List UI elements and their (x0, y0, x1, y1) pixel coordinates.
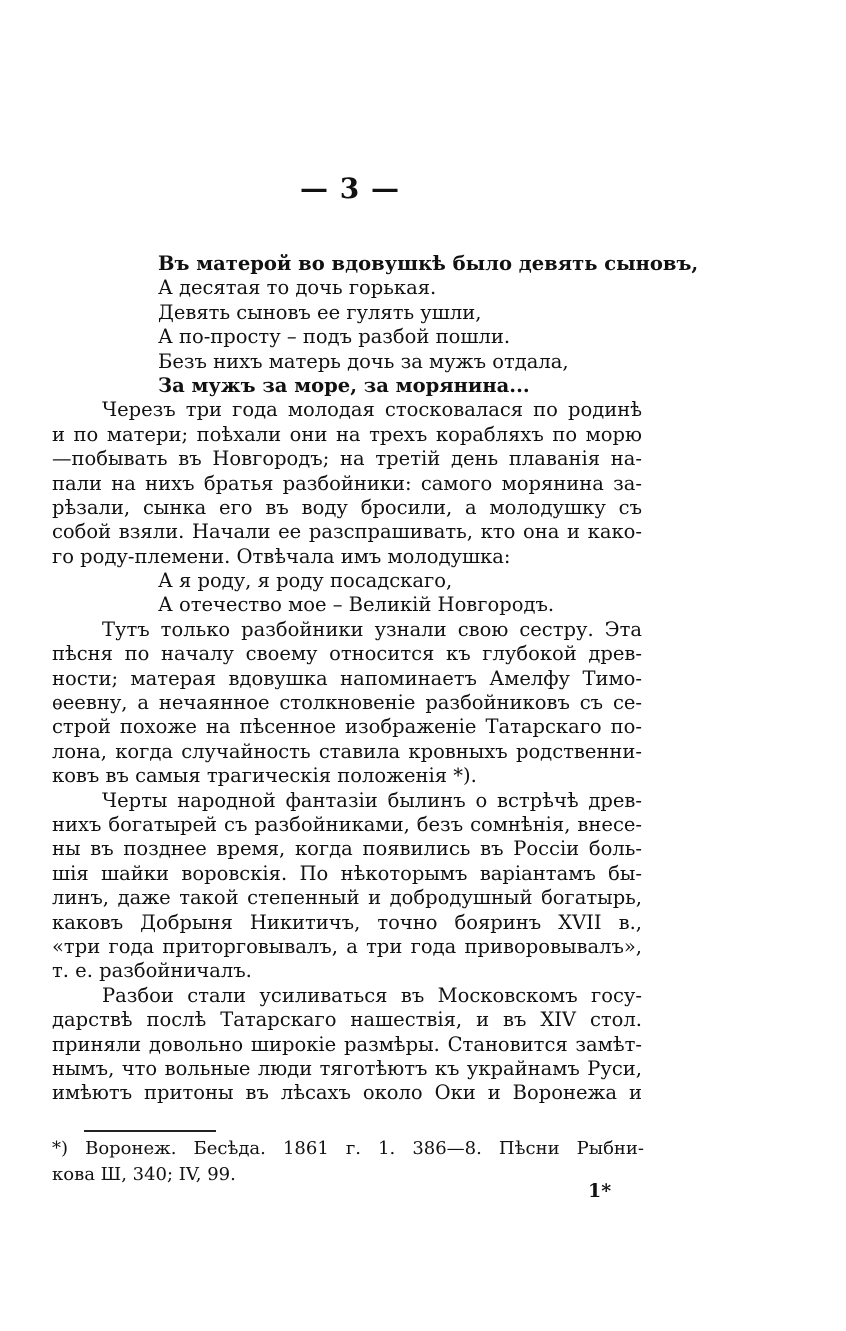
paragraph-line: —побывать въ Новгородъ; на третій день плаванія на- (52, 447, 642, 471)
paragraph-line: «три года приторговывалъ, а три года привoровывалъ», (52, 934, 642, 958)
paragraph-line: приняли довольно широкіе размѣры. Становится замѣт- (52, 1032, 642, 1056)
footnote-line: кова Ш, 340; IV, 99. (52, 1164, 236, 1185)
verse-line: Въ матерой во вдовушкѣ было девять сыновъ, (158, 252, 699, 275)
paragraph-line: ковъ въ самыя трагическія положенія *). (52, 764, 477, 788)
footnote-line: *) Воронеж. Бесѣда. 1861 г. 1. 386—8. Пѣсни Рыбни- (52, 1138, 644, 1159)
verse-line: А десятая то дочь горькая. (158, 276, 437, 300)
paragraph-line: и по матери; поѣхали они на трехъ корабляхъ по морю (52, 422, 642, 446)
paragraph-line: пѣсня по началу своему относится къ глубокой древ- (52, 642, 642, 666)
paragraph-line: рѣзали, сынка его въ воду бросили, а молодушку съ (52, 495, 642, 519)
verse-line: А я роду, я роду посадскаго, (158, 569, 453, 593)
paragraph-line: ны въ позднее время, когда появились въ Россіи боль- (52, 837, 642, 861)
paragraph-line: нымъ, что вольные люди тяготѣютъ къ украйнамъ Руси, (52, 1056, 642, 1080)
verse-line: А отечество мое – Великій Новгородъ. (158, 593, 555, 617)
footnote (52, 1136, 644, 1188)
paragraph-line: шія шайки воровскія. По нѣкоторымъ варіантамъ бы- (52, 861, 642, 885)
paragraph-line: ности; матерая вдовушка напоминаетъ Амелфу Тимо- (52, 666, 642, 690)
footnote-divider (84, 1130, 216, 1132)
paragraph-line: собой взяли. Начали ее разспрашивать, кто она и како- (52, 520, 642, 544)
paragraph-line: линъ, даже такой степенный и добродушный богатырь, (52, 886, 642, 910)
paragraph-line: нихъ богатырей съ разбойниками, безъ сомнѣнія, внесе- (52, 812, 642, 836)
verse-line: Девять сыновъ ее гулять ушли, (158, 300, 482, 324)
paragraph-line: Черезъ три года молодая стосковалася по родинѣ (102, 398, 642, 422)
paragraph-line: ѳеевну, а нечаянное столкновеніе разбойниковъ съ се- (52, 691, 642, 715)
paragraph-line: т. е. разбойничалъ. (52, 959, 252, 983)
paragraph-line: Черты народной фантазіи былинъ о встрѣчѣ древ- (102, 788, 642, 812)
verse-line: А по-просту – подъ разбой пошли. (158, 325, 511, 349)
paragraph-line: каковъ Добрыня Никитичъ, точно бояринъ XVII в., (52, 910, 642, 934)
paragraph-line: Разбои стали усиливаться въ Московскомъ госу- (102, 983, 642, 1007)
body-text (52, 252, 699, 1106)
verse-line: Безъ нихъ матерь дочь за мужъ отдала, (158, 349, 569, 373)
verse-line: За мужъ за море, за морянина... (158, 373, 530, 397)
paragraph-line: Тутъ только разбойники узнали свою сестру. Эта (102, 617, 642, 641)
paragraph-line: лона, когда случайность ставила кровныхъ родственни- (52, 739, 642, 763)
page-number: — 3 — (300, 172, 400, 205)
paragraph-line: дарствѣ послѣ Татарскаго нашествія, и въ XIV стол. (52, 1008, 642, 1032)
paragraph-line: пали на нихъ братья разбойники: самого морянина за- (52, 471, 642, 495)
printer-signature-mark: 1* (588, 1180, 612, 1202)
paragraph-line: строй похоже на пѣсенное изображеніе Татарскаго по- (52, 715, 642, 739)
paragraph-line: имѣютъ притоны въ лѣсахъ около Оки и Воронежа и (52, 1081, 642, 1105)
paragraph-line: го роду-племени. Отвѣчала имъ молодушка: (52, 544, 511, 568)
